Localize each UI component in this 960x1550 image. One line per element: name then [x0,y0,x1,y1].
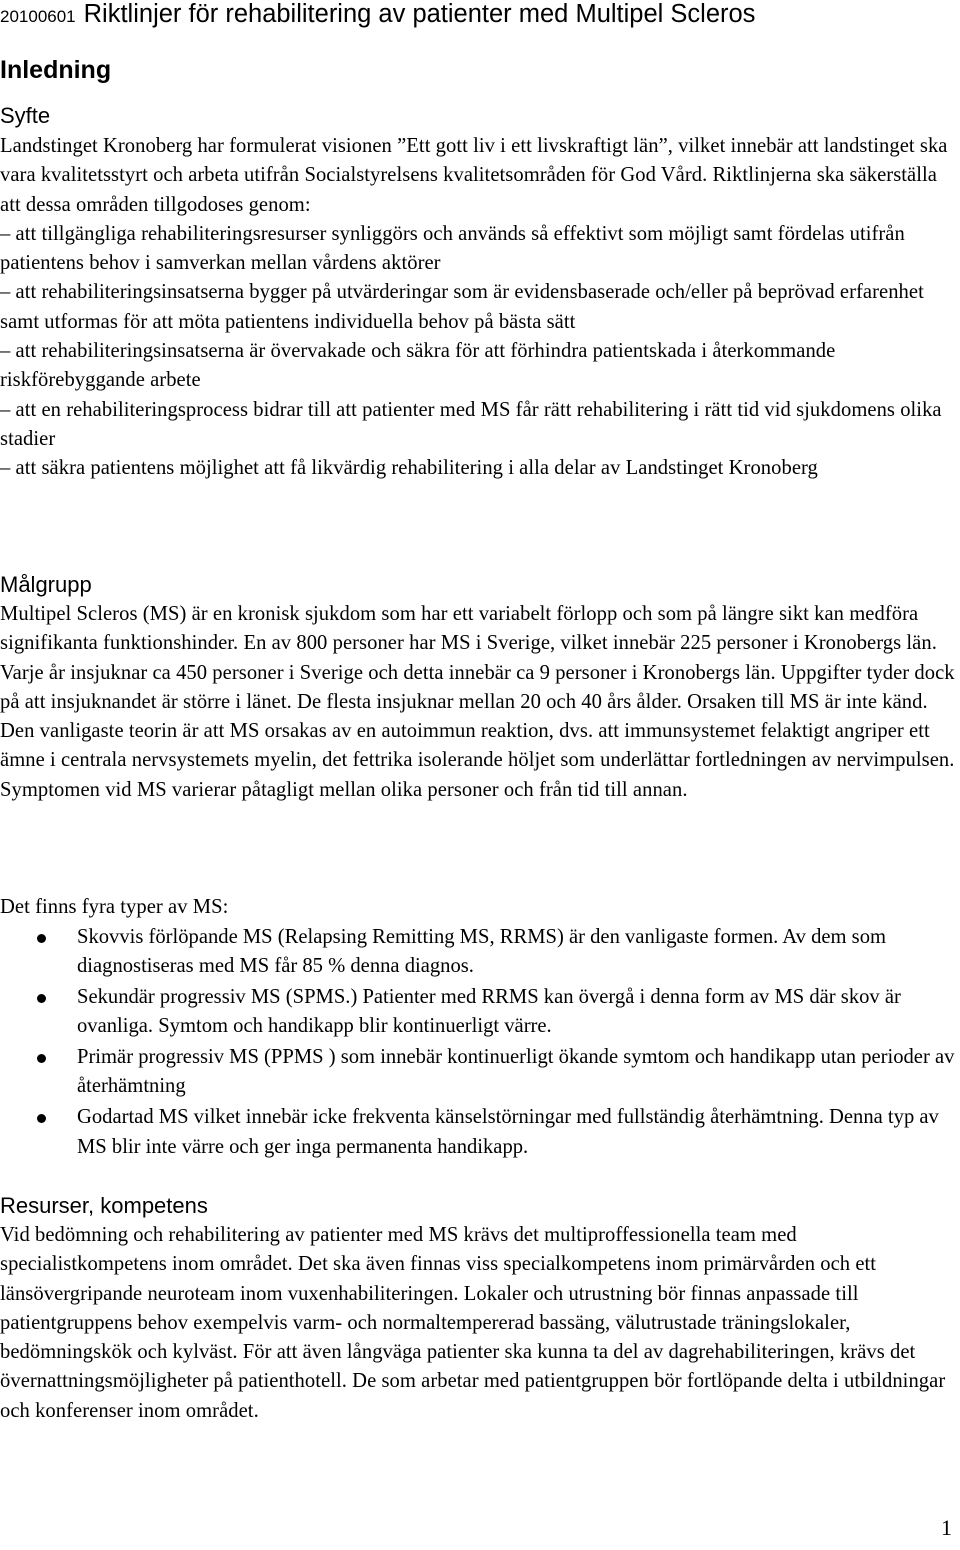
ms-type-text: Primär progressiv MS (PPMS ) som innebär kontinuerligt ökande symtom och handikapp utan perioder av återhämtning [77,1046,955,1098]
ms-types-intro: Det finns fyra typer av MS: [0,896,229,918]
syfte-dash-item: – att en rehabiliteringsprocess bidrar till att patienter med MS får rätt rehabilitering i rätt tid vid sjukdomens olika stadier [0,398,942,450]
bullet-icon [37,1114,46,1123]
ms-type-text: Godartad MS vilket innebär icke frekventa känselstörningar med fullständig återhämtning. Denna typ av MS blir inte värre och ger inga permanenta handikapp. [77,1106,939,1158]
ms-type-list-item [0,923,960,982]
ms-type-list-item [0,983,960,1042]
bullet-icon [37,1054,46,1063]
document-header [0,0,755,30]
syfte-section-body [0,132,960,484]
heading-malgrupp: Målgrupp [0,572,92,597]
ms-type-list-item [0,1103,960,1162]
syfte-dash-item: – att säkra patientens möjlighet att få likvärdig rehabilitering i alla delar av Landstinget Kronoberg [0,457,818,480]
document-date: 20100601 [0,7,76,26]
syfte-dash-item: – att rehabiliteringsinsatserna är övervakade och säkra för att förhindra patientskada i återkommande riskförebyggande arbete [0,340,836,392]
syfte-intro-paragraph: Landstinget Kronoberg har formulerat visionen ”Ett gott liv i ett livskraftigt län”, vilket innebär att landstinget ska vara kvalitetsstyrt och arbeta utifrån Socialstyrelsens kvalitetsområden för God Vård. Riktlinjerna ska säkerställa att dessa områden tillgodoses genom: [0,135,948,216]
bullet-icon [37,994,46,1003]
heading-inledning: Inledning [0,56,112,84]
malgrupp-paragraph: Multipel Scleros (MS) är en kronisk sjukdom som har ett variabelt förlopp och som på längre sikt kan medföra signifikanta funktionshinder. En av 800 personer har MS i Sverige, vilket innebär 225 personer i Kronobergs län. Varje år insjuknar ca 450 personer i Sverige och detta innebär ca 9 personer i Kronobergs län. Uppgifter tyder dock på att insjuknandet är större i länet. De flesta insjuknar mellan 20 och 40 års ålder. Orsaken till MS är inte känd. Den vanligaste teorin är att MS orsakas av en autoimmun reaktion, dvs. att immunsystemet felaktigt angriper ett ämne i centrala nervsystemets myelin, det fettrika isolerande höljet som underlättar fortledningen av nervimpulsen. Symptomen vid MS varierar påtagligt mellan olika personer och från tid till annan. [0,603,955,801]
heading-resurser-kompetens: Resurser, kompetens [0,1193,208,1218]
syfte-dash-item: – att rehabiliteringsinsatserna bygger på utvärderingar som är evidensbaserade och/eller på beprövad erfarenhet samt utformas för att möta patientens individuella behov på bästa sätt [0,281,924,333]
heading-syfte: Syfte [0,103,51,128]
resurser-paragraph: Vid bedömning och rehabilitering av patienter med MS krävs det multiproffessionella team med specialistkompetens inom området. Det ska även finnas viss specialkompetens inom primärvården och ett länsövergripande neuroteam inom vuxenhabiliteringen. Lokaler och utrustning bör finnas anpassade till patientgruppens behov exempelvis varm- och normaltempererad bassäng, välutrustade träningslokaler, bedömningskök och kylväst. För att även långväga patienter ska kunna ta del av dagrehabiliteringen, krävs det övernattningsmöjligheter på patienthotell. De som arbetar med patientgruppen bör fortlöpande delta i utbildningar och konferenser inom området. [0,1224,946,1422]
ms-type-list-item [0,1043,960,1102]
ms-type-text: Sekundär progressiv MS (SPMS.) Patienter med RRMS kan övergå i denna form av MS där skov är ovanliga. Symtom och handikapp blir kontinuerligt värre. [77,986,901,1038]
page-number: 1 [941,1515,952,1540]
syfte-dash-item: – att tillgängliga rehabiliteringsresurser synliggörs och används så effektivt som möjligt samt fördelas utifrån patientens behov i samverkan mellan vårdens aktörer [0,222,905,275]
document-title: Riktlinjer för rehabilitering av patienter med Multipel Scleros [83,0,756,28]
bullet-icon [37,934,46,943]
ms-type-text: Skovvis förlöpande MS (Relapsing Remitting MS, RRMS) är den vanligaste formen. Av dem som diagnostiseras med MS får 85 % denna diagnos. [77,926,887,978]
ms-types-list [0,923,960,1163]
